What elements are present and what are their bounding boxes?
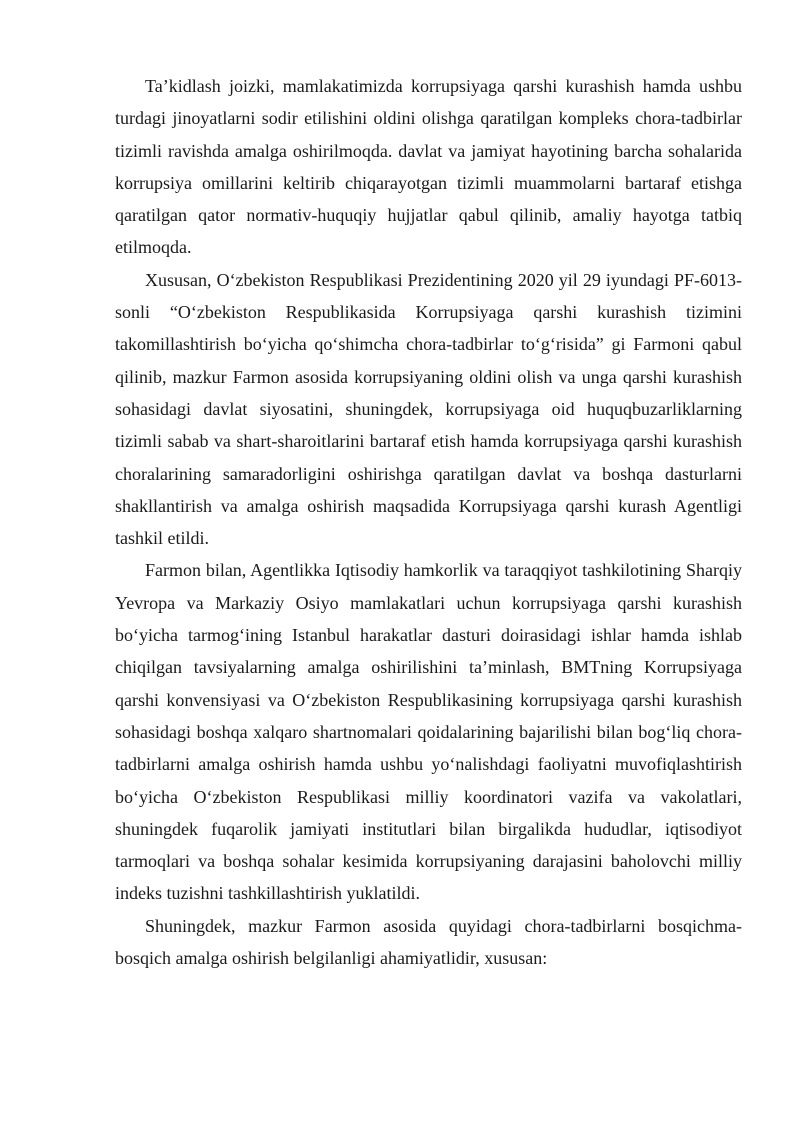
paragraph-1: Ta’kidlash joizki, mamlakatimizda korrupsiyaga qarshi kurashish hamda ushbu turdagi jinoyatlarni sodir etilishini oldini olishga qaratilgan kompleks chora-tadbirlar tizimli ravishda amalga oshirilmoqda. davlat va jamiyat hayotining barcha sohalarida korrupsiya omillarini keltirib chiqarayotgan tizimli muammolarni bartaraf etishga qaratilgan qator normativ-huquqiy hujjatlar qabul qilinib, amaliy hayotga tatbiq etilmoqda. — [115, 76, 742, 258]
paragraph-4: Shuningdek, mazkur Farmon asosida quyidagi chora-tadbirlarni bosqichma-bosqich amalga oshirish belgilanligi ahamiyatlidir, xususan: — [115, 915, 742, 969]
paragraph-2: Xususan, O‘zbekiston Respublikasi Prezidentining 2020 yil 29 iyundagi PF-6013-sonli “O‘zbekiston Respublikasida Korrupsiyaga qarshi kurashish tizimini takomillashtirish bo‘yicha qo‘shimcha chora-tadbirlar to‘g‘risida” gi Farmoni qabul qilinib, mazkur Farmon asosida korrupsiyaning oldini olish va unga qarshi kurashish sohasidagi davlat siyosatini, shuningdek, korrupsiyaga oid huquqbuzarliklarning tizimli sabab va shart-sharoitlarini bartaraf etish hamda korrupsiyaga qarshi kurashish choralarining samaradorligini oshirishga qaratilgan davlat va boshqa dasturlarni shakllantirish va amalga oshirish maqsadida Korrupsiyaga qarshi kurash Agentligi tashkil etildi. — [115, 269, 742, 549]
paragraph-3: Farmon bilan, Agentlikka Iqtisodiy hamkorlik va taraqqiyot tashkilotining Sharqiy Yevropa va Markaziy Osiyo mamlakatlari uchun korrupsiyaga qarshi kurashish bo‘yicha tarmog‘ining Istanbul harakatlar dasturi doirasidagi ishlar hamda ishlab chiqilgan tavsiyalarning amalga oshirilishini ta’minlash, BMTning Korrupsiyaga qarshi konvensiyasi va O‘zbekiston Respublikasining korrupsiyaga qarshi kurashish sohasidagi boshqa xalqaro shartnomalari qoidalarining bajarilishi bilan bog‘liq chora-tadbirlarni amalga oshirish hamda ushbu yo‘nalishdagi faoliyatni muvofiqlashtirish bo‘yicha O‘zbekiston Respublikasi milliy koordinatori vazifa va vakolatlari, shuningdek fuqarolik jamiyati institutlari bilan birgalikda hududlar, iqtisodiyot tarmoqlari va boshqa sohalar kesimida korrupsiyaning darajasini baholovchi milliy indeks tuzishni tashkillashtirish yuklatildi. — [115, 560, 742, 904]
document-page — [115, 70, 742, 974]
